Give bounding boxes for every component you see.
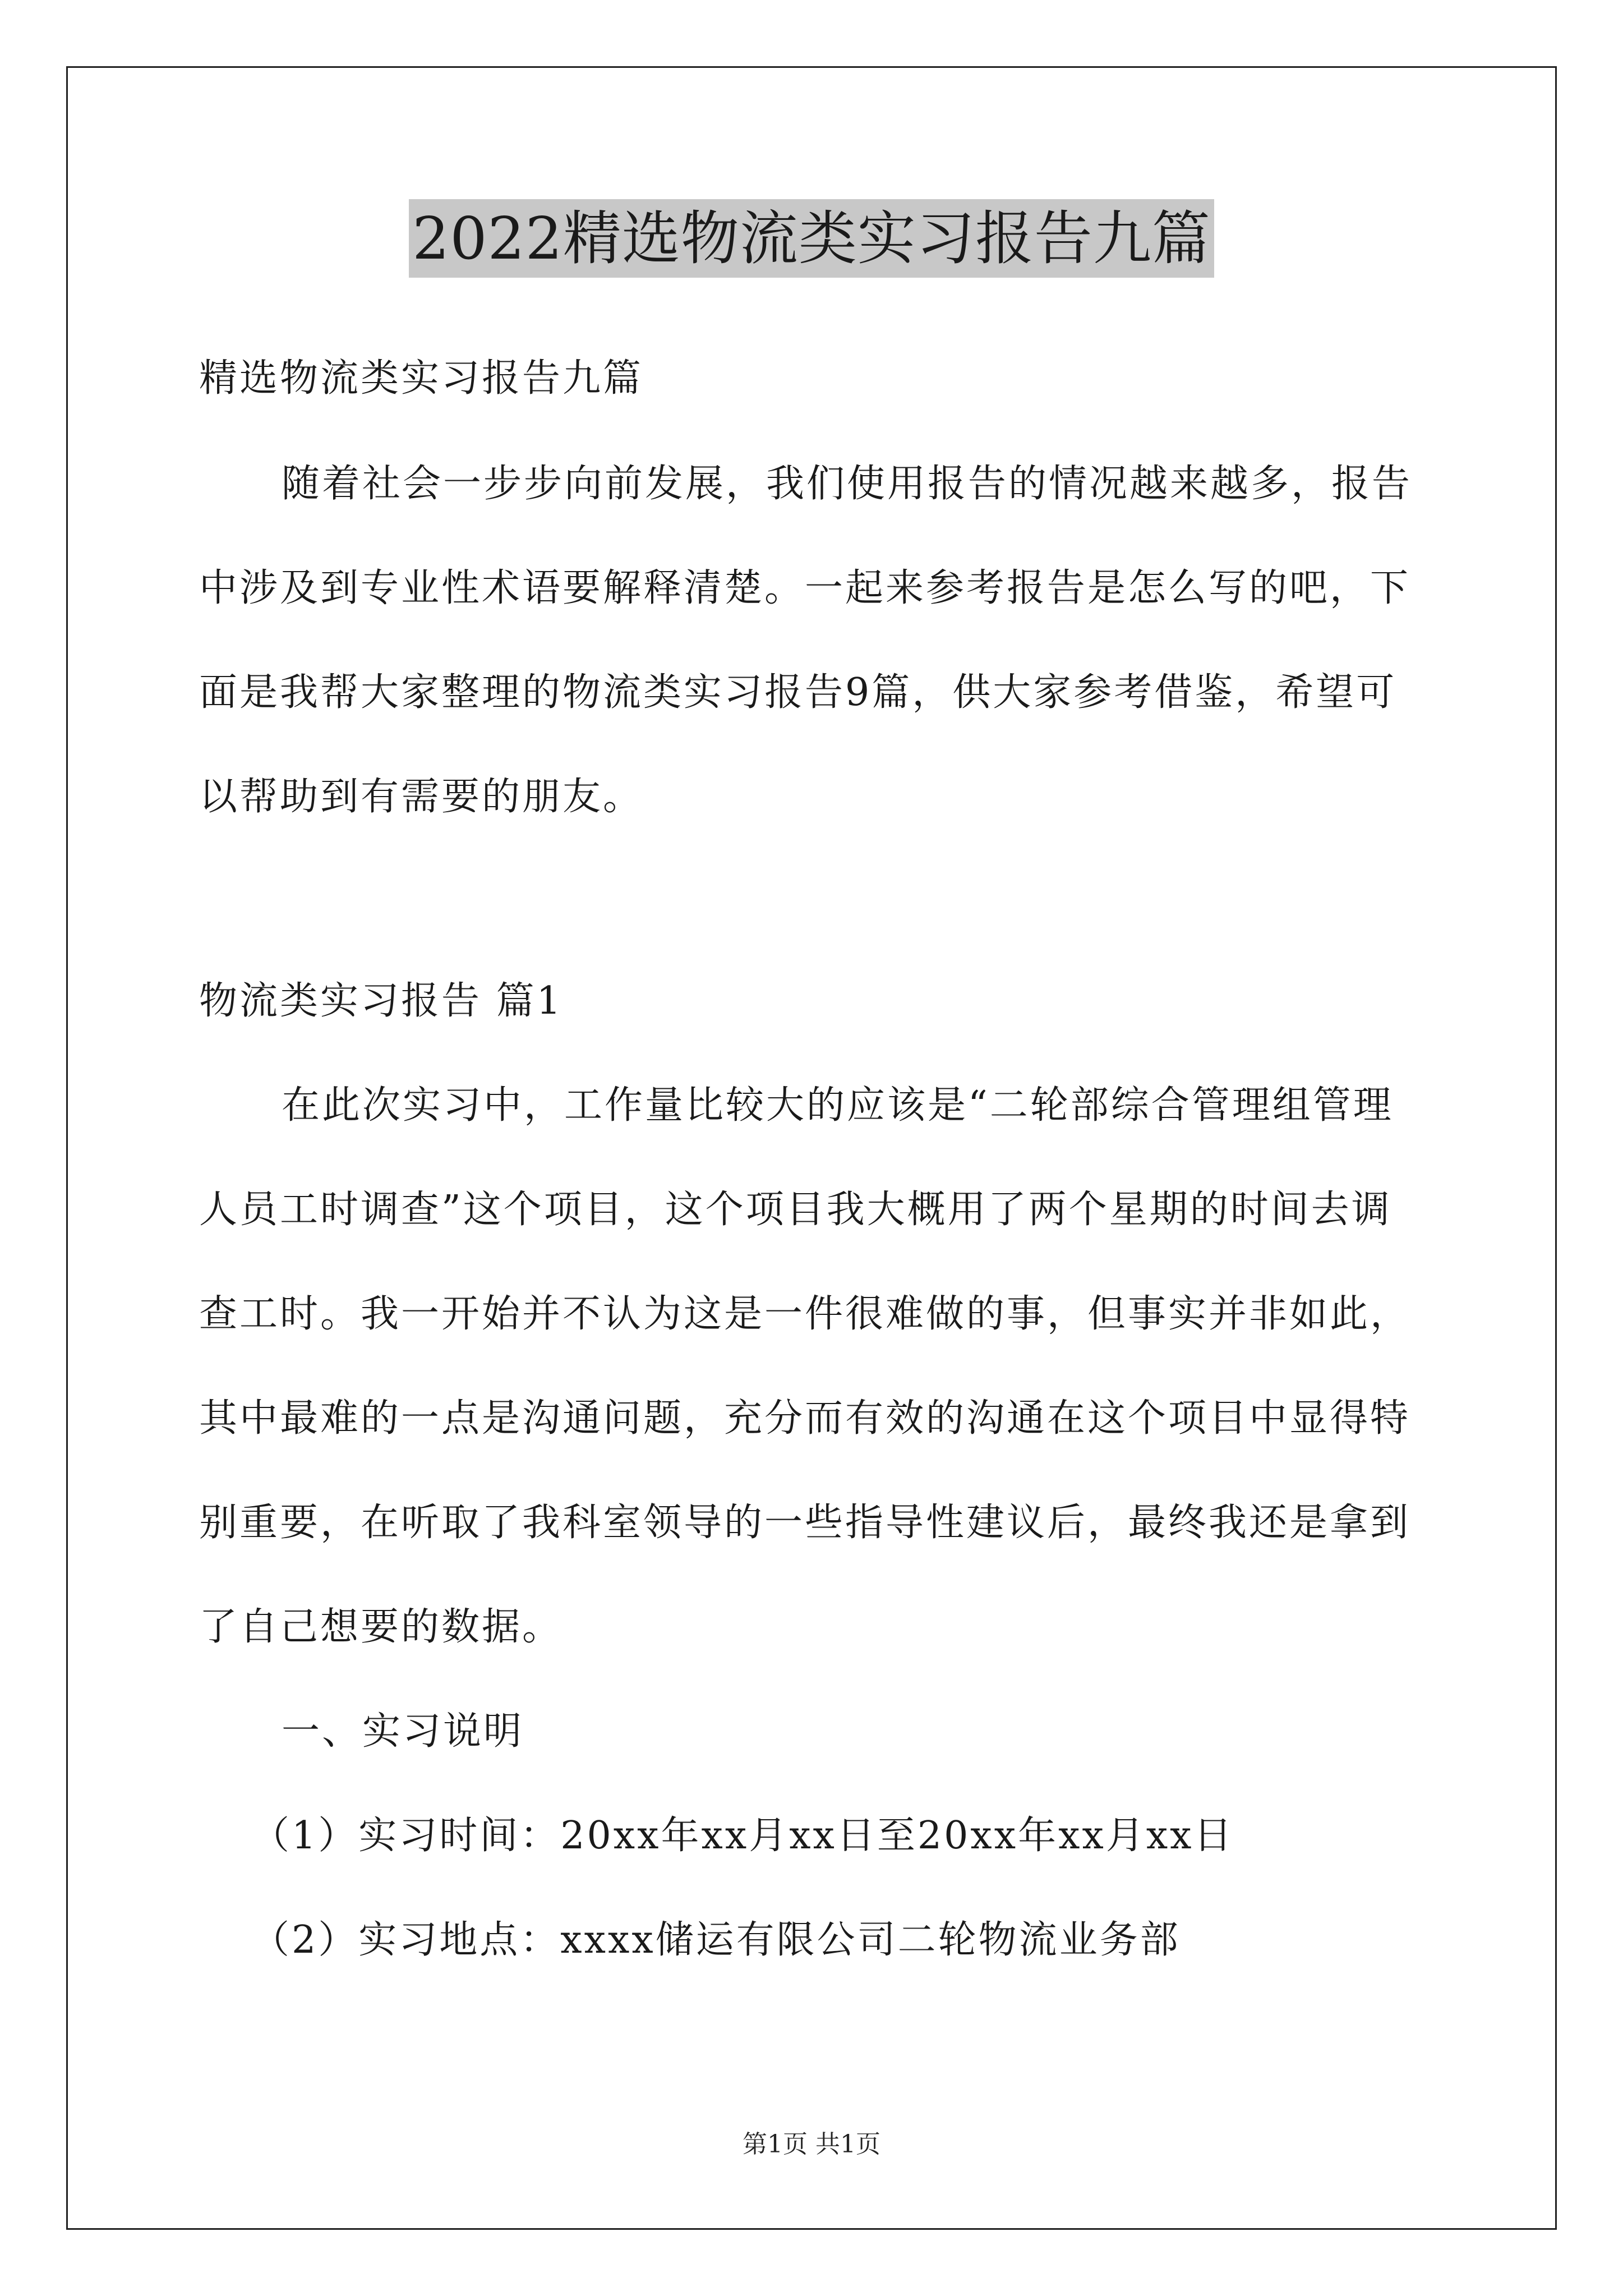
section-line-6: 了自己想要的数据。 [199,1605,563,1649]
document-title: 2022精选物流类实习报告九篇 [409,199,1214,278]
section-line-3: 查工时。我一开始并不认为这是一件很难做的事，但事实并非如此， [199,1292,1411,1336]
document-subtitle: 精选物流类实习报告九篇 [199,356,644,401]
section-line-1: 在此次实习中，工作量比较大的应该是“二轮部综合管理组管理 [282,1083,1394,1128]
section-line-2: 人员工时调查”这个项目，这个项目我大概用了两个星期的时间去调 [199,1188,1392,1232]
section-heading: 物流类实习报告 篇1 [199,979,563,1023]
title-container [0,199,1623,278]
list-item-time: （1）实习时间：20xx年xx月xx日至20xx年xx月xx日 [251,1814,1234,1858]
intro-line-2: 中涉及到专业性术语要解释清楚。一起来参考报告是怎么写的吧，下 [199,566,1411,610]
list-item-location: （2）实习地点：xxxx储运有限公司二轮物流业务部 [251,1918,1181,1962]
section-line-5: 别重要，在听取了我科室领导的一些指导性建议后，最终我还是拿到 [199,1501,1411,1545]
page-footer: 第1页 共1页 [743,2130,880,2159]
intro-line-3: 面是我帮大家整理的物流类实习报告9篇，供大家参考借鉴，希望可 [199,670,1397,715]
subheading: 一、实习说明 [282,1709,524,1754]
section-line-4: 其中最难的一点是沟通问题，充分而有效的沟通在这个项目中显得特 [199,1396,1411,1441]
intro-line-1: 随着社会一步步向前发展，我们使用报告的情况越来越多，报告 [282,462,1413,506]
intro-line-4: 以帮助到有需要的朋友。 [199,775,644,819]
